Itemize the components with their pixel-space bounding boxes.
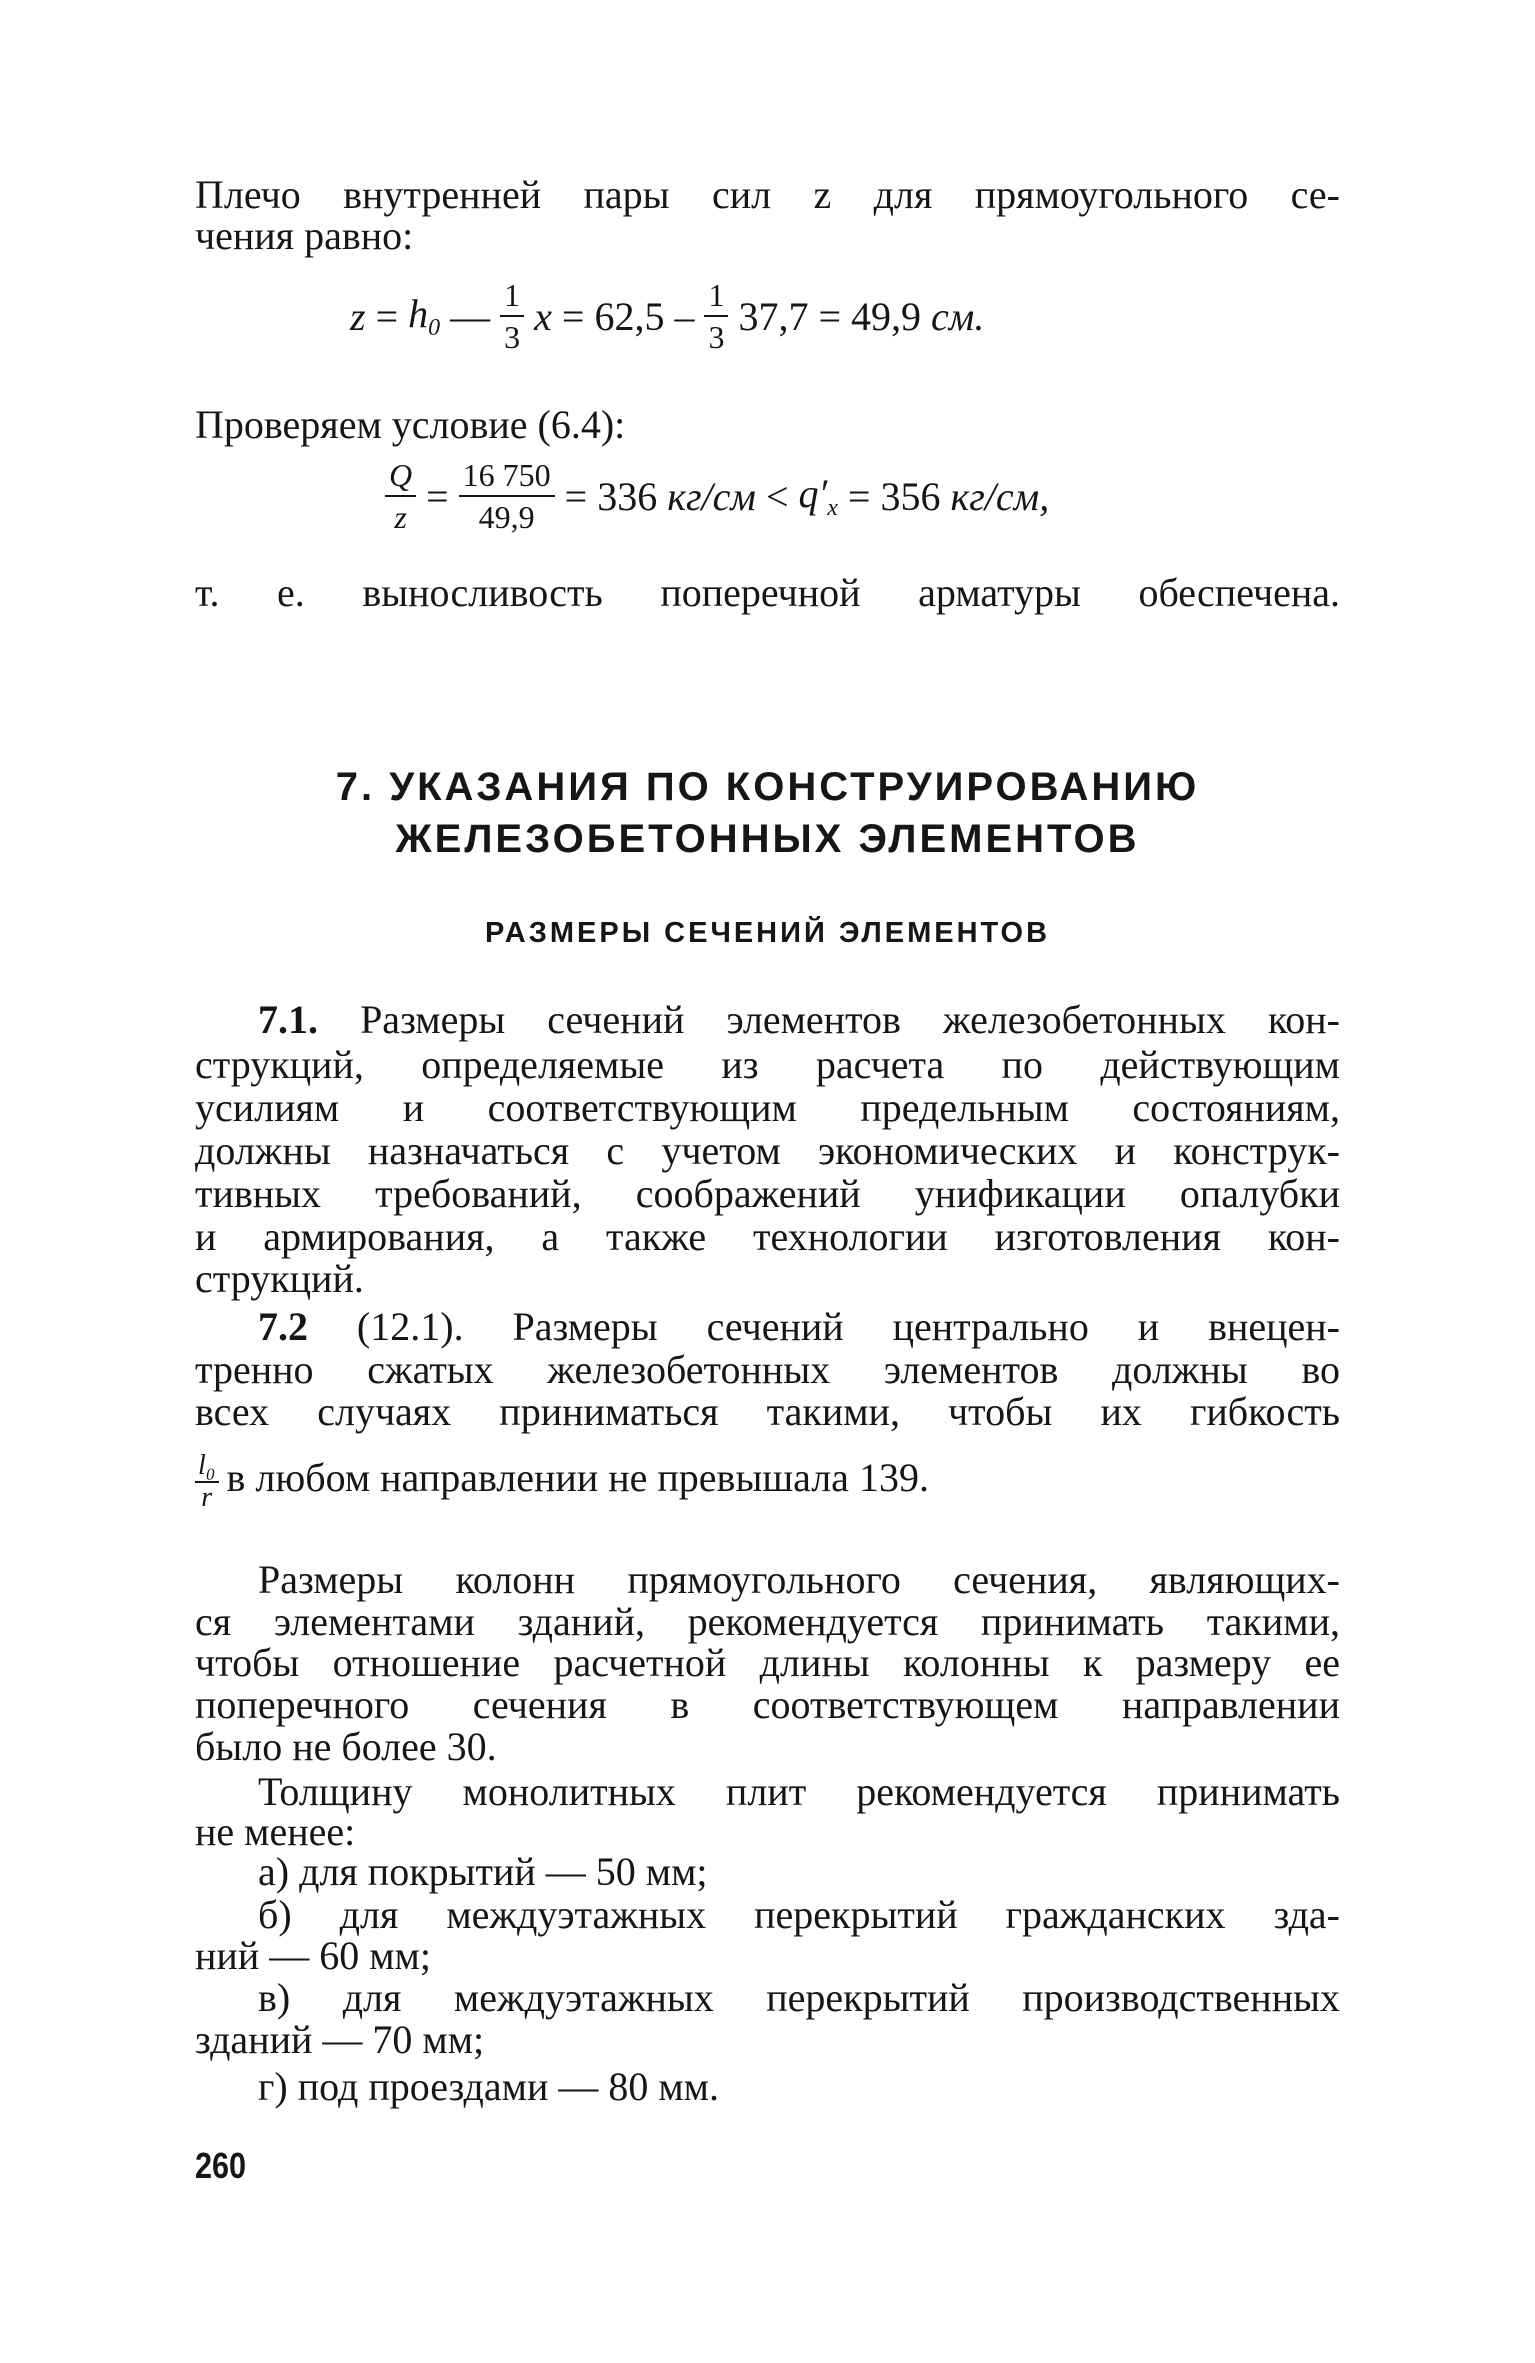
list-item: г) под проездами — 80 мм. [258,2064,719,2109]
denominator: r [201,1481,213,1513]
denominator: 49,9 [478,499,535,535]
list-item: в) для междуэтажных перекрытий производственных [258,1975,1340,2020]
formula-value2: 37,7 = 49,9 [738,293,922,339]
formula-eq: = [375,293,399,339]
fraction-q-over-z [385,455,416,537]
formula-x: x [534,293,552,339]
clause-number: 7.2 [258,1304,308,1349]
denominator: 3 [708,319,725,355]
fraction-slenderness [195,1451,219,1513]
formula-h0 [408,290,440,342]
q-symbol: q′ [798,471,828,516]
text-line: Плечо внутренней пары сил z для прямоугольного се- [195,172,1340,217]
formula-unit: кг/см, [950,473,1050,519]
text-line: чения равно: [195,213,414,258]
formula-eq: = [426,473,449,519]
formula-lever-arm [350,275,984,357]
text-line: ся элементами зданий, рекомендуется принимать такими, [195,1599,1340,1644]
text-line: Толщину монолитных плит рекомендуется принимать [258,1769,1340,1814]
text-line: всех случаях приниматься такими, чтобы их гибкость [195,1389,1340,1434]
text-line: тивных требований, соображений унификации опалубки [195,1171,1340,1216]
text-line: т. е. выносливость поперечной арматуры обеспечена. [195,570,1340,615]
fraction-one-third [704,275,728,357]
denominator: z [394,499,407,535]
formula-minus: — [450,293,491,339]
numerator: 1 [704,275,728,317]
list-item: б) для междуэтажных перекрытий гражданских зда- [258,1892,1340,1937]
list-item-continuation: ний — 60 мм; [195,1933,431,1978]
formula-unit: см. [931,293,985,339]
formula-unit: кг/см [667,473,756,519]
text-line: усилиям и соответствующим предельным состояниям, [195,1085,1340,1130]
denominator: 3 [504,319,521,355]
clause-number: 7.1. [258,997,318,1042]
formula-value1: = 62,5 – [561,293,695,339]
formula-lt: < [765,473,789,519]
section-heading: 7. УКАЗАНИЯ ПО КОНСТРУИРОВАНИЮ [335,765,1200,809]
text-line: поперечного сечения в соответствующем направлении [195,1682,1340,1727]
text-line: не менее: [195,1809,356,1854]
text-line: тренно сжатых железобетонных элементов должны во [195,1347,1340,1392]
q-subscript: x [827,495,838,521]
text: в любом направлении не превышала 139. [226,1455,929,1500]
text: (12.1). Размеры сечений центрально и внецен- [356,1304,1341,1349]
text-line: было не более 30. [195,1724,497,1769]
text-line [258,1304,1341,1349]
formula-rhs: = 356 [847,473,941,519]
h-symbol: h [408,291,429,336]
text-line [258,997,1341,1042]
formula-condition [385,455,1049,537]
text-line: Размеры колонн прямоугольного сечения, являющих- [258,1557,1340,1602]
formula-z: z [350,293,366,339]
text-line: струкций, определяемые из расчета по действующим [195,1042,1340,1087]
list-item: а) для покрытий — 50 мм; [258,1849,708,1894]
subsection-heading: РАЗМЕРЫ СЕЧЕНИЙ ЭЛЕМЕНТОВ [484,917,1051,949]
text-line: должны назначаться с учетом экономических и конструк- [195,1128,1340,1173]
numerator: 16 750 [459,455,555,497]
text-line: и армирования, а также технологии изготовления кон- [195,1214,1340,1259]
formula-result: = 336 [564,473,658,519]
text-line: Проверяем условие (6.4): [195,402,626,447]
numerator: l₀ [195,1451,219,1483]
text-line: чтобы отношение расчетной длины колонны к размеру ее [195,1640,1340,1685]
text: Размеры сечений элементов железобетонных кон- [360,997,1341,1042]
numerator: 1 [500,275,524,317]
page-number: 260 [195,2145,247,2186]
fraction-values [459,455,555,537]
numerator: Q [385,455,416,497]
h-subscript: 0 [428,315,441,341]
formula-qx [799,470,838,522]
list-item-continuation: зданий — 70 мм; [195,2017,485,2062]
text-line: струкций. [195,1256,364,1301]
fraction-one-third [500,275,524,357]
section-heading: ЖЕЛЕЗОБЕТОННЫХ ЭЛЕМЕНТОВ [395,817,1140,861]
text-line [195,1446,1340,1513]
